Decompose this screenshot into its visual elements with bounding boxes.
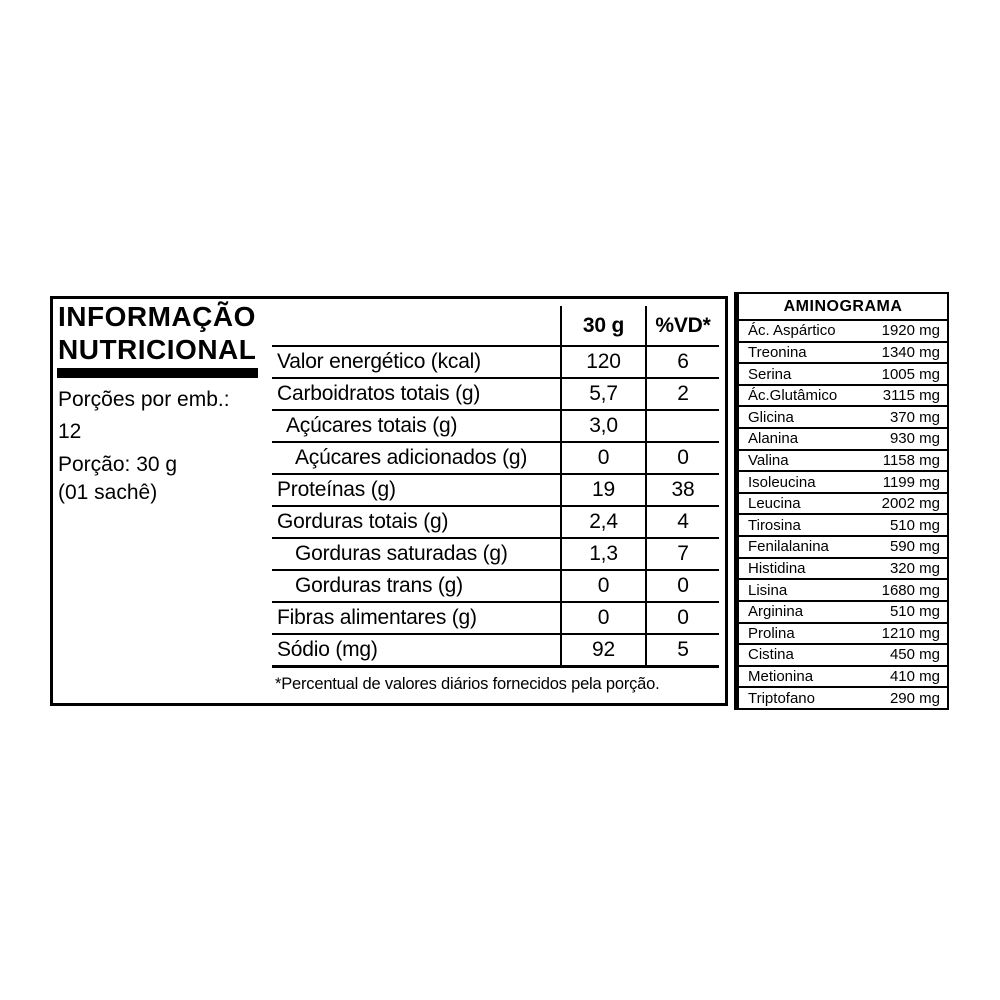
nutrient-dv: 0 bbox=[646, 570, 719, 602]
nutrient-dv: 6 bbox=[646, 346, 719, 378]
aminogram-row bbox=[739, 407, 947, 429]
aminogram-row bbox=[739, 537, 947, 559]
nutrient-label: Carboidratos totais (g) bbox=[272, 378, 561, 410]
amino-name: Triptofano bbox=[748, 689, 815, 707]
panel-title-line1: INFORMAÇÃO bbox=[58, 301, 256, 332]
nutrient-dv: 4 bbox=[646, 506, 719, 538]
daily-value-footnote: *Percentual de valores diários fornecidos pela porção. bbox=[275, 675, 660, 693]
aminogram-title: AMINOGRAMA bbox=[739, 294, 947, 321]
amino-name: Lisina bbox=[748, 581, 788, 599]
nutrient-amount: 3,0 bbox=[561, 410, 646, 442]
serving-info bbox=[58, 384, 230, 507]
aminogram-row bbox=[739, 494, 947, 516]
nutrition-table-row bbox=[272, 506, 719, 538]
amino-name: Tirosina bbox=[748, 516, 801, 534]
amino-amount: 1680 mg bbox=[881, 581, 940, 599]
nutrition-table-body bbox=[272, 346, 719, 666]
nutrient-label: Proteínas (g) bbox=[272, 474, 561, 506]
nutrition-table-row bbox=[272, 634, 719, 666]
amino-amount: 3115 mg bbox=[882, 387, 940, 405]
aminogram-panel bbox=[734, 292, 949, 710]
nutrient-dv: 7 bbox=[646, 538, 719, 570]
amino-name: Histidina bbox=[748, 560, 806, 577]
aminogram-row bbox=[739, 472, 947, 494]
amino-amount: 1158 mg bbox=[882, 451, 940, 469]
nutrient-dv: 0 bbox=[646, 442, 719, 474]
nutrient-amount: 1,3 bbox=[561, 538, 646, 570]
aminogram-list bbox=[739, 321, 947, 708]
aminogram-row bbox=[739, 343, 947, 365]
amino-name: Metionina bbox=[748, 668, 814, 686]
amino-name: Cistina bbox=[748, 646, 794, 664]
aminogram-row bbox=[739, 429, 947, 451]
nutrition-table-row bbox=[272, 538, 719, 570]
portion-note: (01 sachê) bbox=[58, 481, 158, 504]
nutrition-table-row bbox=[272, 602, 719, 634]
amino-name: Valina bbox=[748, 451, 789, 469]
amino-name: Isoleucina bbox=[748, 473, 816, 491]
aminogram-row bbox=[739, 386, 947, 408]
nutrient-dv: 0 bbox=[646, 602, 719, 634]
nutrient-amount: 0 bbox=[561, 602, 646, 634]
amino-name: Fenilalanina bbox=[748, 538, 829, 556]
nutrient-amount: 19 bbox=[561, 474, 646, 506]
aminogram-row bbox=[739, 688, 947, 708]
amino-name: Treonina bbox=[748, 343, 807, 361]
amino-name: Ác.Glutâmico bbox=[748, 387, 838, 405]
nutrition-table bbox=[272, 306, 719, 668]
amino-amount: 1340 mg bbox=[881, 343, 940, 361]
nutrient-label: Valor energético (kcal) bbox=[272, 346, 561, 378]
aminogram-row bbox=[739, 559, 947, 581]
amino-name: Glicina bbox=[748, 408, 794, 426]
nutrient-label: Açúcares totais (g) bbox=[272, 410, 561, 442]
amino-amount: 290 mg bbox=[889, 689, 940, 707]
nutrient-label: Gorduras saturadas (g) bbox=[272, 538, 561, 570]
panel-title-line2: NUTRICIONAL bbox=[58, 334, 257, 365]
amino-name: Prolina bbox=[748, 624, 795, 642]
nutrient-amount: 0 bbox=[561, 442, 646, 474]
aminogram-row bbox=[739, 645, 947, 667]
nutrient-amount: 5,7 bbox=[561, 378, 646, 410]
amino-amount: 1210 mg bbox=[881, 624, 940, 642]
aminogram-row bbox=[739, 602, 947, 624]
amino-amount: 1920 mg bbox=[881, 322, 940, 340]
nutrition-facts-panel bbox=[50, 296, 728, 706]
portion-size: Porção: 30 g bbox=[58, 453, 178, 476]
amino-amount: 510 mg bbox=[889, 516, 940, 534]
nutrient-amount: 0 bbox=[561, 570, 646, 602]
nutrition-table-row bbox=[272, 474, 719, 506]
amino-name: Alanina bbox=[748, 430, 799, 448]
nutrient-dv: 5 bbox=[646, 634, 719, 666]
amino-amount: 450 mg bbox=[889, 646, 940, 664]
servings-per-package-label: Porções por emb.: bbox=[58, 388, 230, 411]
nutrient-dv: 2 bbox=[646, 378, 719, 410]
nutrient-amount: 92 bbox=[561, 634, 646, 666]
nutrient-amount: 120 bbox=[561, 346, 646, 378]
nutrient-label: Açúcares adicionados (g) bbox=[272, 442, 561, 474]
nutrition-table-header-row bbox=[272, 306, 719, 346]
nutrient-dv bbox=[646, 410, 719, 442]
amino-amount: 370 mg bbox=[889, 408, 940, 426]
title-underline-bar bbox=[57, 368, 258, 378]
aminogram-row bbox=[739, 321, 947, 343]
nutrient-label: Gorduras totais (g) bbox=[272, 506, 561, 538]
aminogram-row bbox=[739, 624, 947, 646]
amino-amount: 410 mg bbox=[889, 668, 940, 686]
amount-column-header: 30 g bbox=[561, 306, 646, 346]
nutrition-table-row bbox=[272, 442, 719, 474]
nutrition-table-row bbox=[272, 378, 719, 410]
amino-amount: 320 mg bbox=[889, 560, 940, 577]
amino-name: Ác. Aspártico bbox=[748, 322, 836, 340]
aminogram-row bbox=[739, 515, 947, 537]
amino-name: Leucina bbox=[748, 495, 801, 513]
nutrient-amount: 2,4 bbox=[561, 506, 646, 538]
nutrient-column-header bbox=[272, 306, 561, 346]
nutrient-label: Fibras alimentares (g) bbox=[272, 602, 561, 634]
daily-value-column-header: %VD* bbox=[646, 306, 719, 346]
amino-amount: 930 mg bbox=[889, 430, 940, 448]
aminogram-row bbox=[739, 580, 947, 602]
amino-amount: 590 mg bbox=[889, 538, 940, 556]
nutrient-dv: 38 bbox=[646, 474, 719, 506]
panel-title bbox=[58, 300, 256, 366]
amino-name: Arginina bbox=[748, 603, 804, 621]
amino-name: Serina bbox=[748, 365, 792, 383]
nutrition-table-row bbox=[272, 346, 719, 378]
amino-amount: 1199 mg bbox=[882, 473, 940, 491]
nutrition-table-row bbox=[272, 570, 719, 602]
nutrient-label: Sódio (mg) bbox=[272, 634, 561, 666]
aminogram-row bbox=[739, 451, 947, 473]
nutrient-label: Gorduras trans (g) bbox=[272, 570, 561, 602]
amino-amount: 2002 mg bbox=[881, 495, 940, 513]
servings-per-package-value: 12 bbox=[58, 420, 82, 443]
nutrition-table-row bbox=[272, 410, 719, 442]
amino-amount: 1005 mg bbox=[881, 365, 940, 383]
aminogram-row bbox=[739, 364, 947, 386]
aminogram-row bbox=[739, 667, 947, 689]
amino-amount: 510 mg bbox=[889, 603, 940, 621]
